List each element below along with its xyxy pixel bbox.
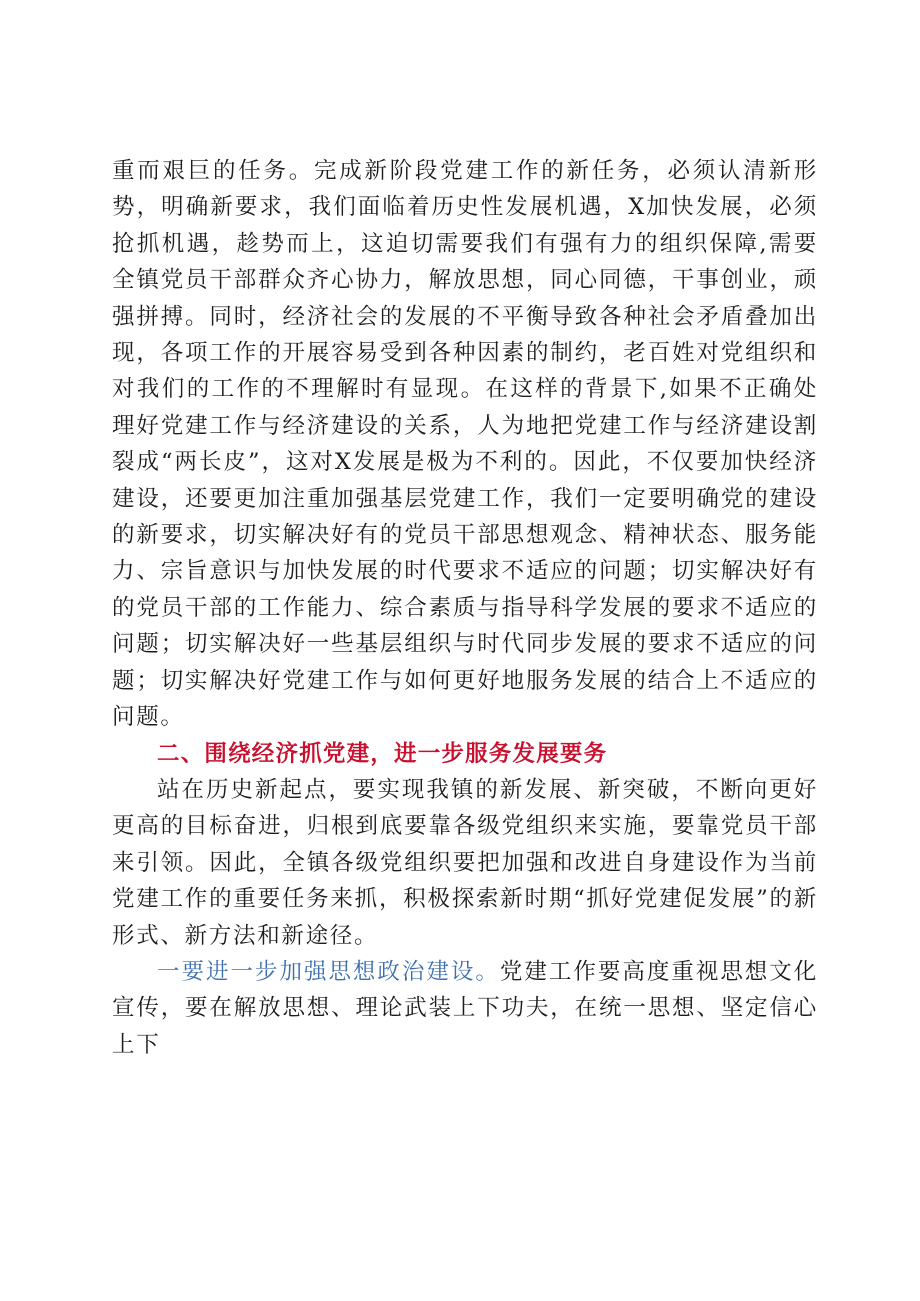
body-paragraph-3: [112, 954, 818, 1063]
paragraph-3-lead: 一要进一步加强思想政治建设。: [157, 958, 500, 985]
document-page: [112, 153, 818, 1063]
body-paragraph-2: 站在历史新起点，要实现我镇的新发展、新突破，不断向更好更高的目标奋进，归根到底要靠各级党组织来实施，要靠党员干部来引领。因此，全镇各级党组织要把加强和改进自身建设作为当前党建工作的重要任务来抓，积极探索新时期“抓好党建促发展”的新形式、新方法和新途径。: [112, 776, 818, 949]
section-heading: 二、围绕经济抓党建，进一步服务发展要务: [157, 740, 608, 767]
paragraph-3-body: 党建工作要高度重视思想文化宣传，要在解放思想、理论武装上下功夫，在统一思想、坚定信心上下: [112, 958, 818, 1058]
body-paragraph-1: 重而艰巨的任务。完成新阶段党建工作的新任务，必须认清新形势，明确新要求，我们面临着历史性发展机遇，X加快发展，必须抢抓机遇，趁势而上，这迫切需要我们有强有力的组织保障,需要全镇党员干部群众齐心协力，解放思想，同心同德，干事创业，顽强拼搏。同时，经济社会的发展的不平衡导致各种社会矛盾叠加出现，各项工作的开展容易受到各种因素的制约，老百姓对党组织和对我们的工作的不理解时有显现。在这样的背景下,如果不正确处理好党建工作与经济建设的关系，人为地把党建工作与经济建设割裂成“两长皮”，这对X发展是极为不利的。因此，不仅要加快经济建设，还要更加注重加强基层党建工作，我们一定要明确党的建设的新要求，切实解决好有的党员干部思想观念、精神状态、服务能力、宗旨意识与加快发展的时代要求不适应的问题；切实解决好有的党员干部的工作能力、综合素质与指导科学发展的要求不适应的问题；切实解决好一些基层组织与时代同步发展的要求不适应的问题；切实解决好党建工作与如何更好地服务发展的结合上不适应的问题。: [112, 158, 818, 731]
